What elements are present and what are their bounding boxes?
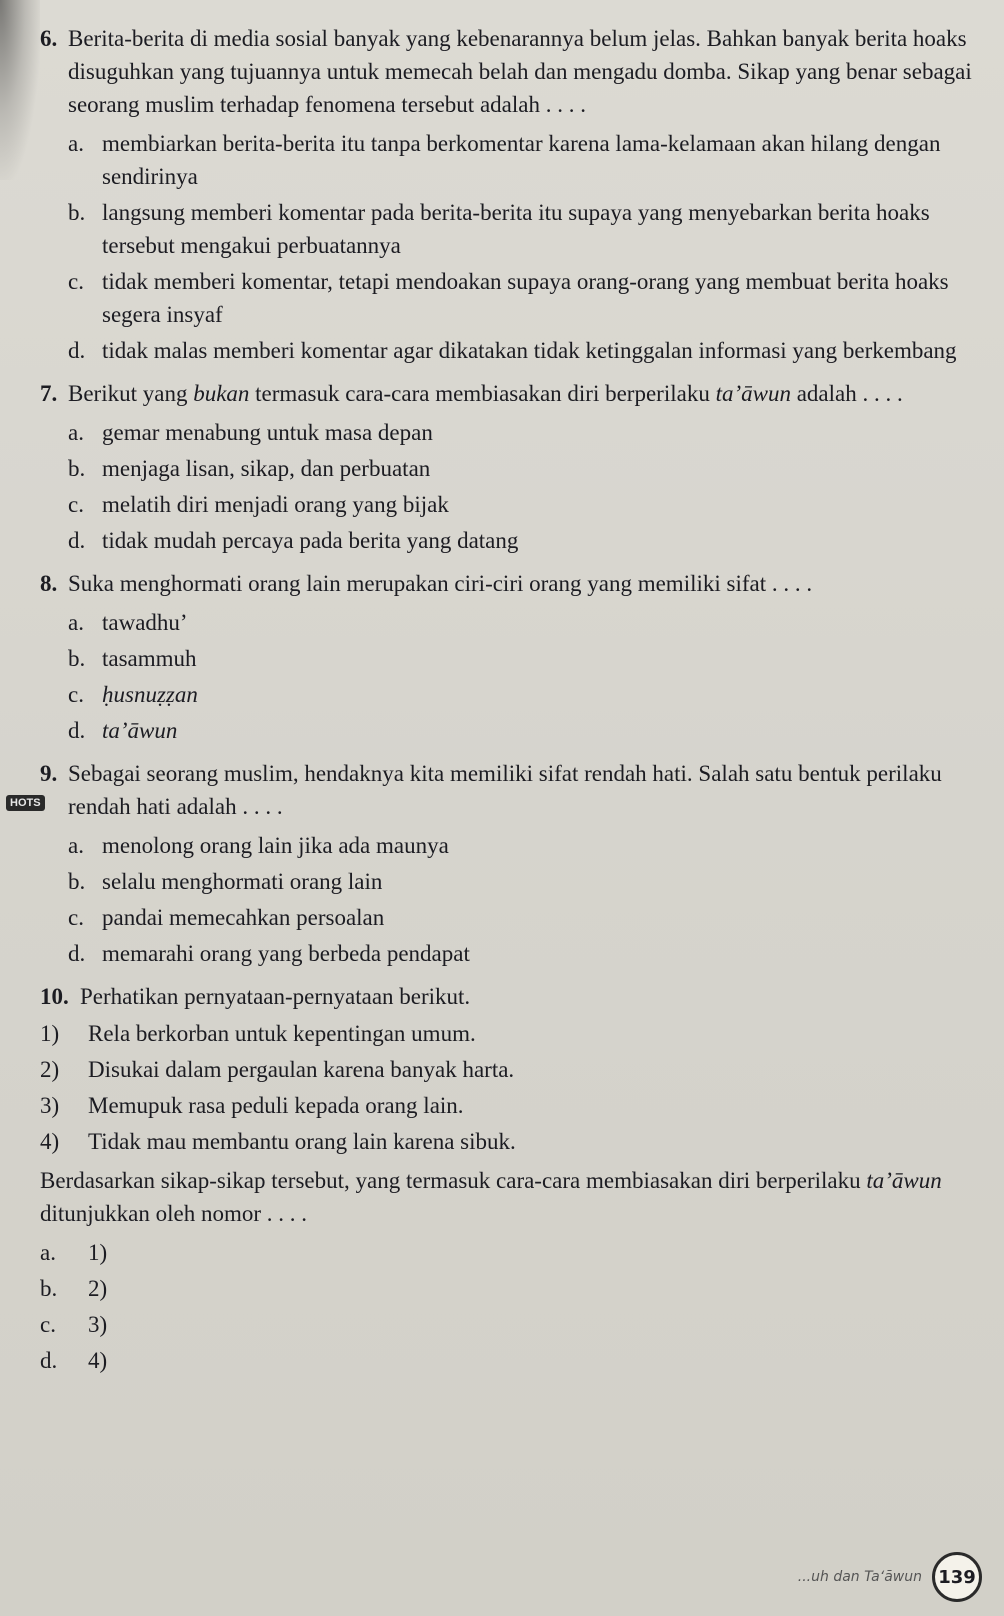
option-a — [68, 416, 990, 449]
option-b — [68, 196, 990, 262]
statement-3 — [40, 1089, 990, 1122]
option-text: ḥusnuẓẓan — [102, 682, 198, 707]
option-letter: d. — [68, 338, 86, 363]
question-9 — [10, 757, 990, 970]
statement-text: Tidak mau membantu orang lain karena sibuk. — [88, 1129, 516, 1154]
option-letter: c. — [68, 905, 84, 930]
question-text: Suka menghormati orang lain merupakan ciri-ciri orang yang memiliki sifat . . . . — [68, 571, 813, 596]
option-list — [68, 606, 990, 747]
option-letter: a. — [68, 833, 84, 858]
option-letter: d. — [68, 528, 86, 553]
question-number: 9. — [40, 761, 58, 786]
option-text: membiarkan berita-berita itu tanpa berkomentar karena lama-kelamaan akan hilang dengan sendirinya — [102, 131, 941, 189]
follow-up-text: ditunjukkan oleh nomor . . . . — [40, 1201, 308, 1226]
option-text: 3) — [88, 1312, 108, 1337]
question-text-term: ta’āwun — [715, 381, 791, 406]
option-text: tidak malas memberi komentar agar dikatakan tidak ketinggalan informasi yang berkembang — [102, 338, 957, 363]
option-list — [68, 127, 990, 367]
option-letter: a. — [68, 131, 84, 156]
option-letter: d. — [40, 1348, 58, 1373]
option-c — [68, 678, 990, 711]
question-text: Berita-berita di media sosial banyak yang kebenarannya belum jelas. Bahkan banyak berita hoaks disuguhkan yang tujuannya untuk memecah belah dan mengadu domba. Sikap yang benar sebagai seorang muslim terhadap fenomena tersebut adalah . . . . — [68, 26, 972, 117]
question-list — [10, 22, 990, 1387]
statement-number: 2) — [40, 1057, 60, 1082]
option-text: tidak memberi komentar, tetapi mendoakan supaya orang-orang yang membuat berita hoaks segera insyaf — [102, 269, 949, 327]
option-d — [68, 937, 990, 970]
statement-number: 1) — [40, 1021, 60, 1046]
option-d — [68, 714, 990, 747]
statement-text: Rela berkorban untuk kepentingan umum. — [88, 1021, 476, 1046]
option-text: melatih diri menjadi orang yang bijak — [102, 492, 449, 517]
option-a — [68, 829, 990, 862]
follow-up-term: ta’āwun — [866, 1168, 942, 1193]
option-d — [68, 524, 990, 557]
option-text: selalu menghormati orang lain — [102, 869, 383, 894]
option-letter: a. — [40, 1240, 56, 1265]
option-b — [68, 452, 990, 485]
option-letter: b. — [68, 456, 86, 481]
question-number: 6. — [40, 26, 58, 51]
option-text: 1) — [88, 1240, 108, 1265]
question-text — [68, 377, 990, 410]
option-letter: c. — [68, 269, 84, 294]
option-text: menjaga lisan, sikap, dan perbuatan — [102, 456, 431, 481]
question-10 — [40, 980, 990, 1377]
question-6 — [40, 22, 990, 367]
follow-up-text: Berdasarkan sikap-sikap tersebut, yang termasuk cara-cara membiasakan diri berperilaku — [40, 1168, 867, 1193]
option-letter: b. — [40, 1276, 58, 1301]
option-list — [40, 1236, 990, 1377]
option-c — [68, 488, 990, 521]
option-text: 2) — [88, 1276, 108, 1301]
option-d — [68, 334, 990, 367]
question-text-part: adalah . . . . — [790, 381, 903, 406]
question-text-part: termasuk cara-cara membiasakan diri berperilaku — [249, 381, 716, 406]
page-number: 139 — [932, 1552, 982, 1602]
statement-1 — [40, 1017, 990, 1050]
question-number: 10. — [40, 984, 69, 1009]
option-text: menolong orang lain jika ada maunya — [102, 833, 449, 858]
option-d — [40, 1344, 990, 1377]
statement-4 — [40, 1125, 990, 1158]
hots-badge: HOTS — [6, 795, 45, 811]
statement-2 — [40, 1053, 990, 1086]
statement-number: 4) — [40, 1129, 60, 1154]
statement-text: Memupuk rasa peduli kepada orang lain. — [88, 1093, 464, 1118]
statement-number: 3) — [40, 1093, 60, 1118]
option-text: tidak mudah percaya pada berita yang datang — [102, 528, 519, 553]
option-letter: b. — [68, 646, 86, 671]
option-c — [68, 901, 990, 934]
question-7 — [40, 377, 990, 557]
option-list — [68, 416, 990, 557]
option-letter: c. — [40, 1312, 56, 1337]
question-text: Perhatikan pernyataan-pernyataan berikut. — [80, 984, 471, 1009]
option-text: memarahi orang yang berbeda pendapat — [102, 941, 470, 966]
option-text: pandai memecahkan persoalan — [102, 905, 385, 930]
option-c — [40, 1308, 990, 1341]
question-number: 7. — [40, 381, 58, 406]
option-a — [68, 127, 990, 193]
option-a — [68, 606, 990, 639]
option-letter: d. — [68, 718, 86, 743]
option-a — [40, 1236, 990, 1269]
option-c — [68, 265, 990, 331]
option-letter: a. — [68, 610, 84, 635]
page-footer — [798, 1552, 982, 1602]
option-b — [68, 865, 990, 898]
question-8 — [40, 567, 990, 747]
option-letter: b. — [68, 869, 86, 894]
option-text: gemar menabung untuk masa depan — [102, 420, 433, 445]
page-edge-shadow — [0, 0, 40, 180]
question-number: 8. — [40, 571, 58, 596]
option-list — [68, 829, 990, 970]
option-text: tasammuh — [102, 646, 197, 671]
statement-list — [40, 1017, 990, 1158]
option-text: ta’āwun — [102, 718, 178, 743]
option-text: 4) — [88, 1348, 108, 1373]
statement-text: Disukai dalam pergaulan karena banyak harta. — [88, 1057, 515, 1082]
option-letter: b. — [68, 200, 86, 225]
question-text-part: Berikut yang — [68, 381, 194, 406]
option-text: langsung memberi komentar pada berita-berita itu supaya yang menyebarkan berita hoaks tersebut mengakui perbuatannya — [102, 200, 930, 258]
question-text-emphasis: bukan — [193, 381, 250, 406]
follow-up-question — [40, 1164, 990, 1230]
option-letter: c. — [68, 682, 84, 707]
chapter-label: ...uh dan Ta‘āwun — [797, 1569, 922, 1585]
option-text: tawadhu’ — [102, 610, 188, 635]
option-b — [68, 642, 990, 675]
question-text: Sebagai seorang muslim, hendaknya kita memiliki sifat rendah hati. Salah satu bentuk perilaku rendah hati adalah . . . . — [68, 761, 942, 819]
option-letter: c. — [68, 492, 84, 517]
option-letter: a. — [68, 420, 84, 445]
option-letter: d. — [68, 941, 86, 966]
option-b — [40, 1272, 990, 1305]
